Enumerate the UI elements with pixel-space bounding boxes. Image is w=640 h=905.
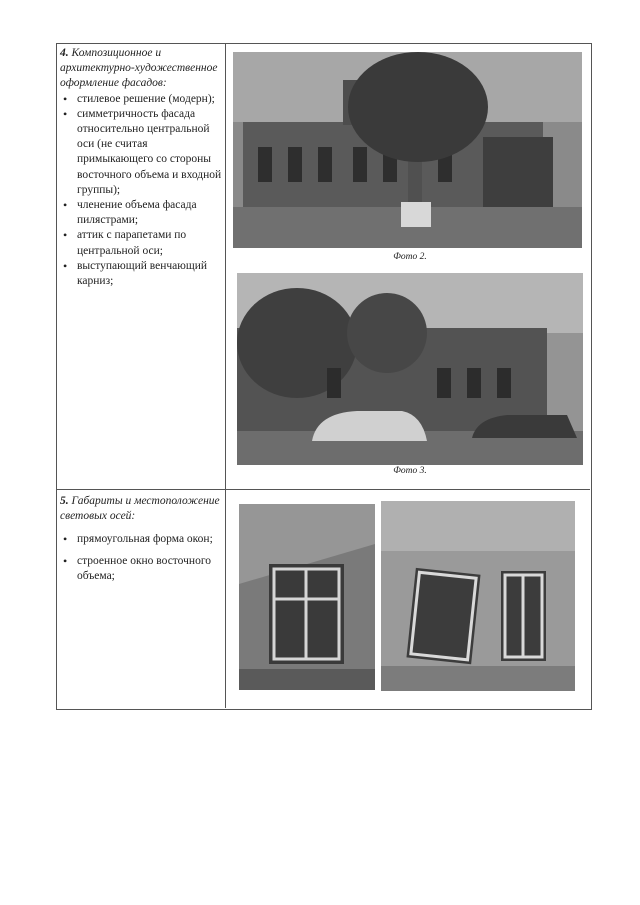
list-item: • симметричность фасада относительно центральной оси (не считая примыкающего со стороны восточного объема и входной группы); xyxy=(60,107,222,198)
list-item: • выступающий венчающий карниз; xyxy=(60,259,222,289)
section-4-list xyxy=(60,92,222,290)
section-4-number: 4. xyxy=(60,47,69,59)
section-5-title: Габариты и местоположение световых осей: xyxy=(60,495,220,523)
photo-2-building-facade xyxy=(233,52,582,248)
photo-window-right xyxy=(381,501,575,691)
section-5-list xyxy=(60,532,222,584)
section-5-number: 5. xyxy=(60,495,69,507)
photo-3-caption: Фото 3. xyxy=(393,466,427,476)
list-item: • строенное окно восточного объема; xyxy=(60,554,222,584)
photo-window-left xyxy=(239,504,375,690)
section-4-heading xyxy=(60,46,222,92)
section-4-title: Композиционное и архитектурно-художественное оформление фасадов: xyxy=(60,47,218,90)
photo-2-caption: Фото 2. xyxy=(393,252,427,262)
list-item: • членение объема фасада пилястрами; xyxy=(60,198,222,228)
list-item: • аттик с парапетами по центральной оси; xyxy=(60,228,222,258)
row-divider xyxy=(56,489,590,490)
column-divider xyxy=(225,43,226,708)
photo-3-street-view xyxy=(237,273,583,465)
list-item: • прямоугольная форма окон; xyxy=(60,532,222,547)
section-4-text xyxy=(60,46,222,289)
section-5-heading xyxy=(60,494,222,524)
list-item: • стилевое решение (модерн); xyxy=(60,92,222,107)
section-5-text xyxy=(60,494,222,584)
